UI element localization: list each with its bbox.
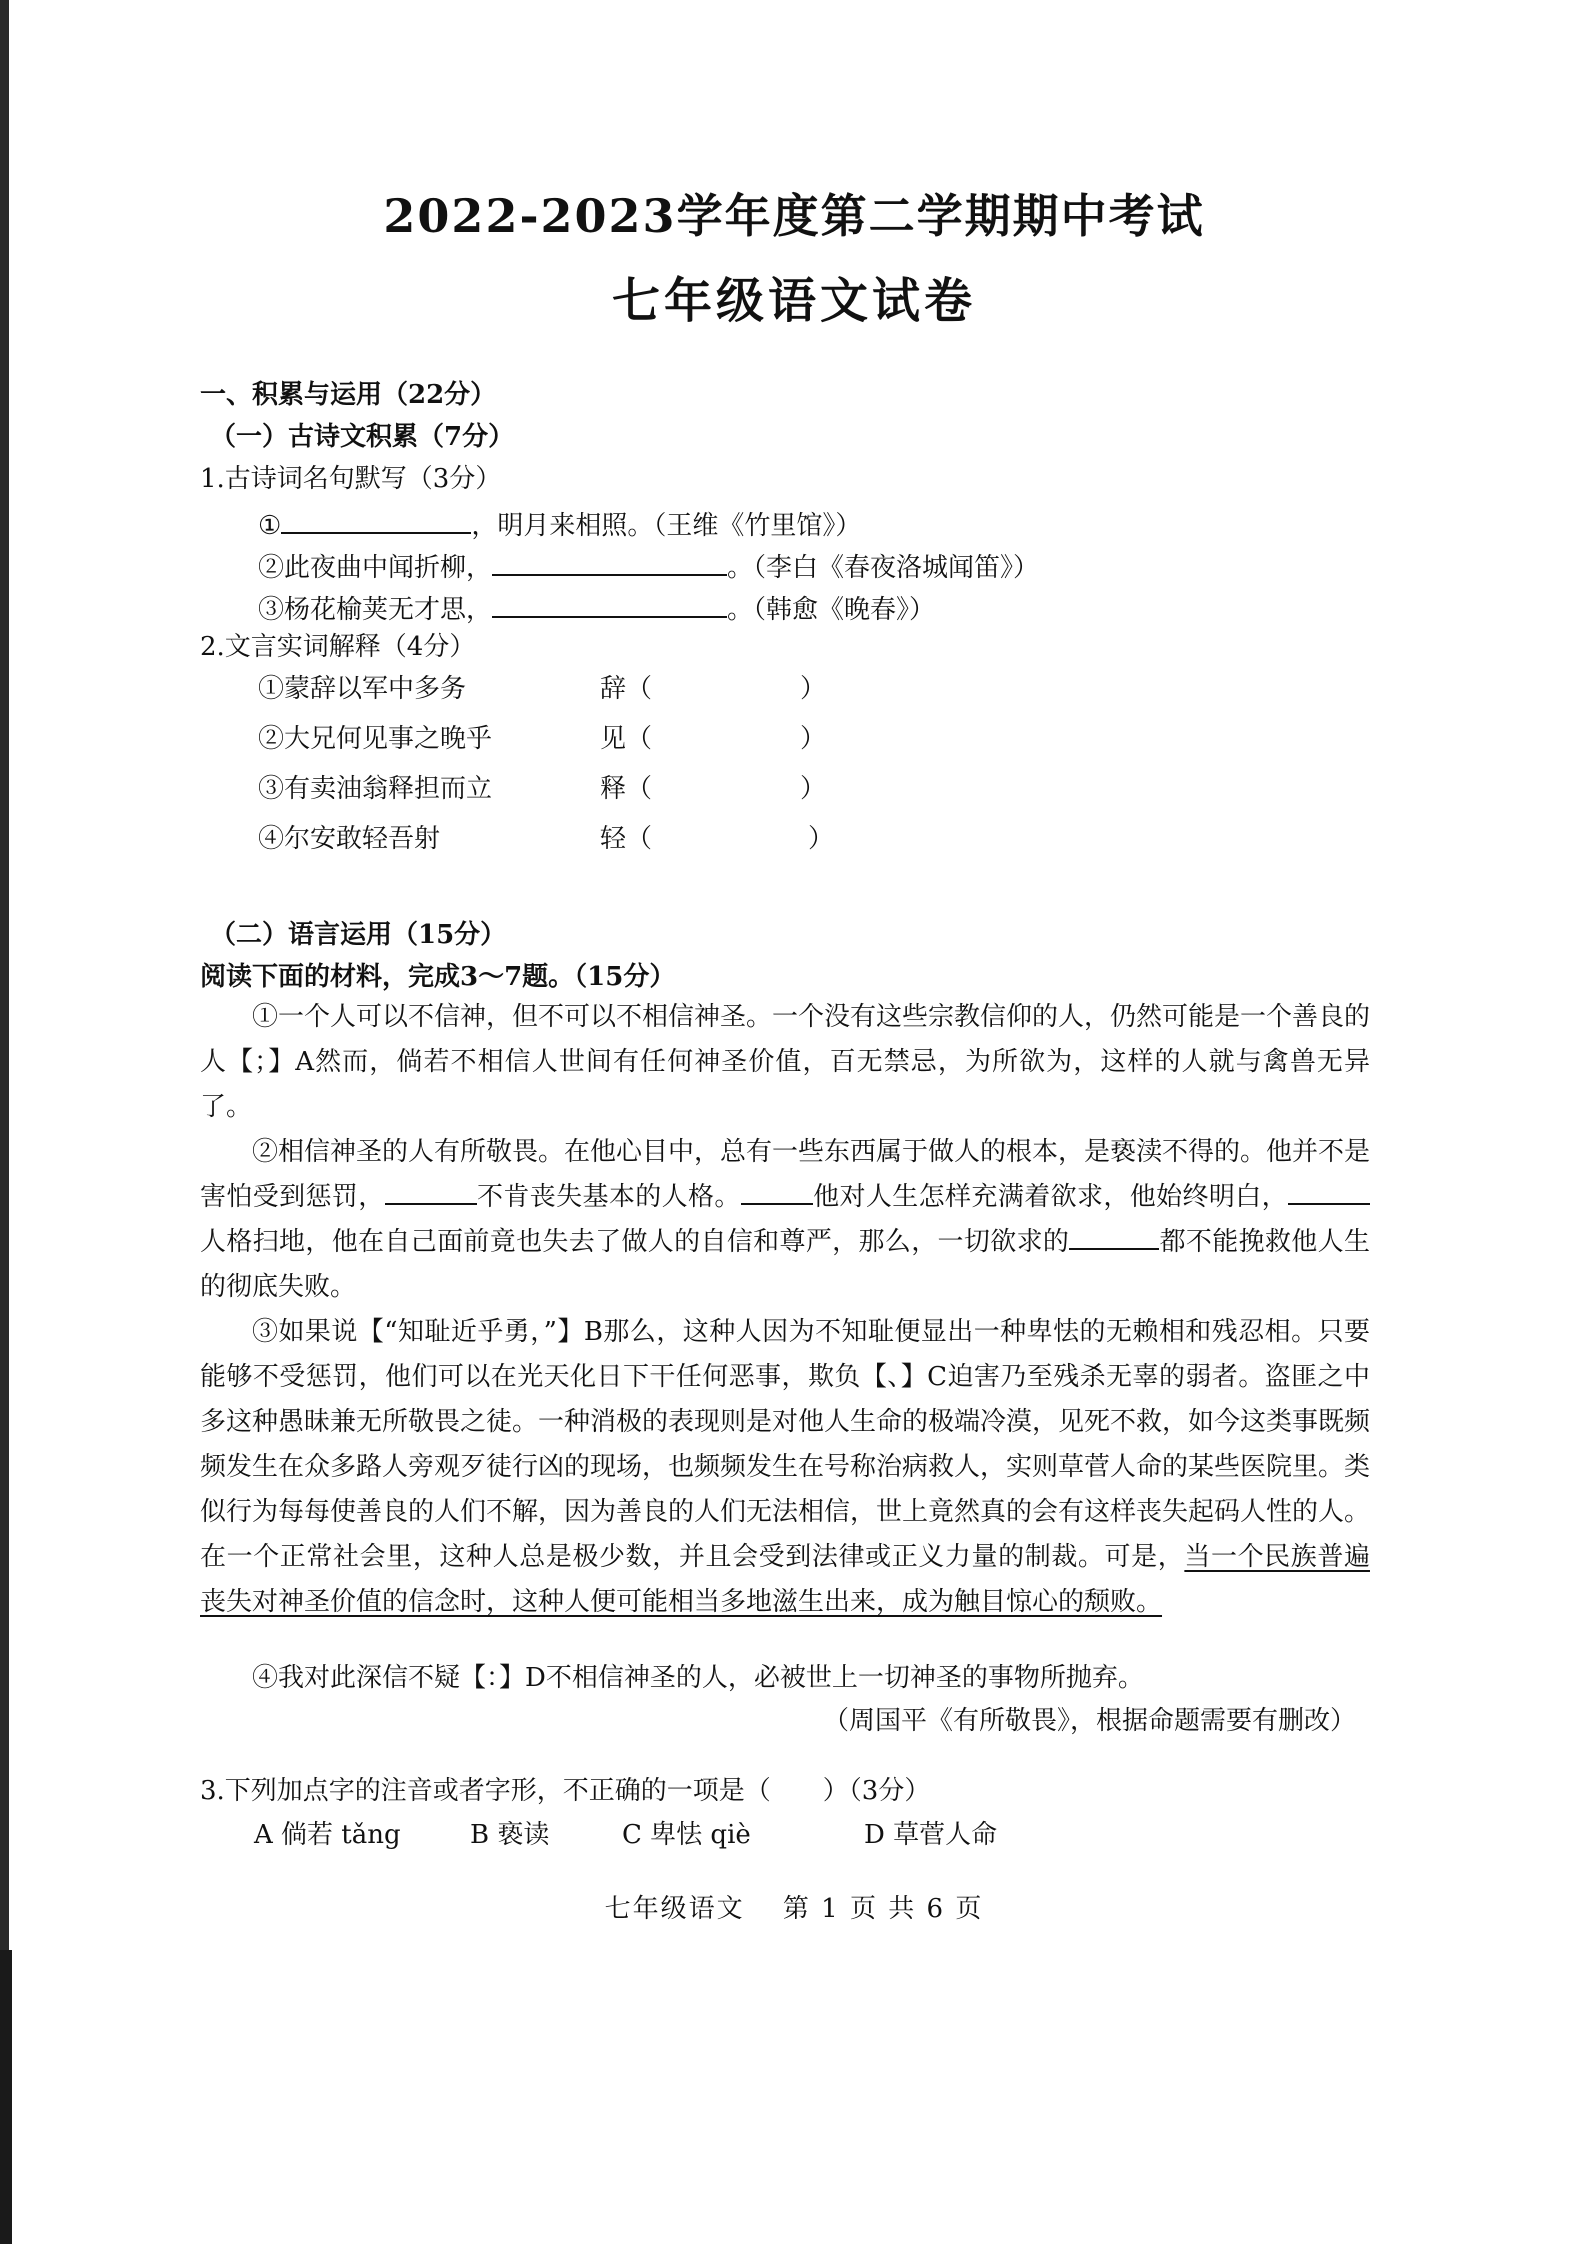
answer-blank[interactable] (385, 1175, 477, 1205)
question-2-item (258, 722, 827, 756)
item-sentence: ③有卖油翁释担而立 (258, 774, 493, 804)
question-1-item-1 (258, 504, 861, 543)
passage-text: 他对人生怎样充满着欲求，他始终明白， (812, 1182, 1288, 1212)
question-3-option-d: D 草菅人命 (864, 1820, 998, 1850)
question-2-item (258, 822, 835, 856)
answer-blank[interactable] (1288, 1175, 1370, 1205)
answer-blank[interactable] (741, 1175, 813, 1205)
item-sentence: ①蒙辞以军中多务 (258, 674, 467, 704)
passage-text: ②相信神圣的人有所敬畏。在他心目中，总有一些东西属于做人的根本，是亵渎不得的。他并不是害怕受到惩罚， (200, 1137, 1371, 1212)
question-2-item (258, 772, 827, 806)
section-heading: 一、积累与运用（22分） (200, 380, 497, 410)
item-sentence: ④尔安敢轻吾射 (258, 824, 441, 854)
item-word: 见（ (600, 724, 653, 754)
answer-blank[interactable] (1069, 1220, 1159, 1250)
exam-subtitle: 七年级语文试卷 (611, 273, 976, 329)
answer-blank[interactable] (492, 546, 727, 576)
answer-blank[interactable] (492, 588, 727, 618)
subsection-heading: （一）古诗文积累（7分） (210, 422, 515, 452)
passage-text: 不肯丧失基本的人格。 (476, 1182, 741, 1212)
item-text: 。（李白《春夜洛城闻笛》） (727, 553, 1040, 583)
question-3-option-b: B 亵读 (470, 1820, 550, 1850)
passage-paragraph-1: ①一个人可以不信神，但不可以不相信神圣。一个没有这些宗教信仰的人，仍然可能是一个善良的人【；】A然而，倘若不相信人世间有任何神圣价值，百无禁忌，为所欲为，这样的人就与禽兽无异了。 (200, 1002, 1371, 1122)
passage-text: 人格扫地，他在自己面前竟也失去了做人的自信和尊严，那么，一切欲求的 (200, 1227, 1070, 1257)
passage-text: ③如果说【“知耻近乎勇，”】B那么，这种人因为不知耻便显出一种卑怯的无赖相和残忍相。只要能够不受惩罚，他们可以在光天化日下干任何恶事，欺负【、】C迫害乃至残杀无辜的弱者。盗匪之中多这种愚昧兼无所敬畏之徒。一种消极的表现则是对他人生命的极端冷漠，见死不救，如今这类事既频频发生在众多路人旁观歹徒行凶的现场，也频频发生在号称治病救人，实则草菅人命的某些医院里。类似行为每每使善良的人们不解，因为善良的人们无法相信，世上竟然真的会有这样丧失起码人性的人。在一个正常社会里，这种人总是极少数，并且会受到法律或正义力量的制裁。可是， (200, 1317, 1371, 1572)
item-text: ②此夜曲中闻折柳， (258, 553, 493, 583)
item-close: ） (800, 724, 827, 754)
item-label: ① (258, 511, 282, 541)
passage-source: （周国平《有所敬畏》，根据命题需要有删改） (822, 1706, 1356, 1736)
subsection-heading: （二）语言运用（15分） (210, 920, 507, 950)
question-2-title: 2.文言实词解释（4分） (200, 632, 476, 662)
exam-title: 2022-2023学年度第二学期期中考试 (383, 189, 1205, 243)
item-close: ） (800, 674, 827, 704)
item-text: ③杨花榆荚无才思， (258, 595, 493, 625)
item-word: 辞（ (600, 674, 653, 704)
question-1-item-3 (258, 588, 935, 627)
question-2-item (258, 672, 827, 706)
passage-paragraph-3 (200, 1310, 1370, 1625)
question-1-item-2 (258, 546, 1039, 585)
passage-paragraph-2 (200, 1130, 1370, 1310)
underlined-sentence: 当一个民族普遍丧失对神圣价值的信念时，这种人便可能相当多地滋生出来，成为触目惊心的颓败。 (200, 1542, 1370, 1617)
passage-paragraph-4: ④我对此深信不疑【：】D不相信神圣的人，必被世上一切神圣的事物所抛弃。 (252, 1663, 1144, 1693)
answer-blank[interactable] (281, 504, 471, 534)
item-sentence: ②大兄何见事之晚乎 (258, 724, 493, 754)
passage-text: 都不能挽救他人生的彻底失败。 (200, 1227, 1370, 1302)
item-text: ，明月来相照。（王维《竹里馆》） (471, 511, 862, 541)
page-footer: 七年级语文 第 1 页 共 6 页 (604, 1894, 984, 1924)
scan-edge-bottom (0, 1950, 12, 2244)
question-1-title: 1.古诗词名句默写（3分） (200, 464, 502, 494)
item-text: 。（韩愈《晚春》） (727, 595, 936, 625)
item-close: ） (808, 824, 835, 854)
question-3-option-a: A 倘若 tǎng (254, 1820, 401, 1850)
reading-instruction: 阅读下面的材料，完成3～7题。（15分） (200, 962, 676, 992)
item-close: ） (800, 774, 827, 804)
question-3-title: 3.下列加点字的注音或者字形，不正确的一项是（ ）（3分） (200, 1776, 931, 1806)
item-word: 释（ (600, 774, 653, 804)
item-word: 轻（ (600, 824, 653, 854)
question-3-option-c: C 卑怯 qiè (622, 1820, 751, 1850)
